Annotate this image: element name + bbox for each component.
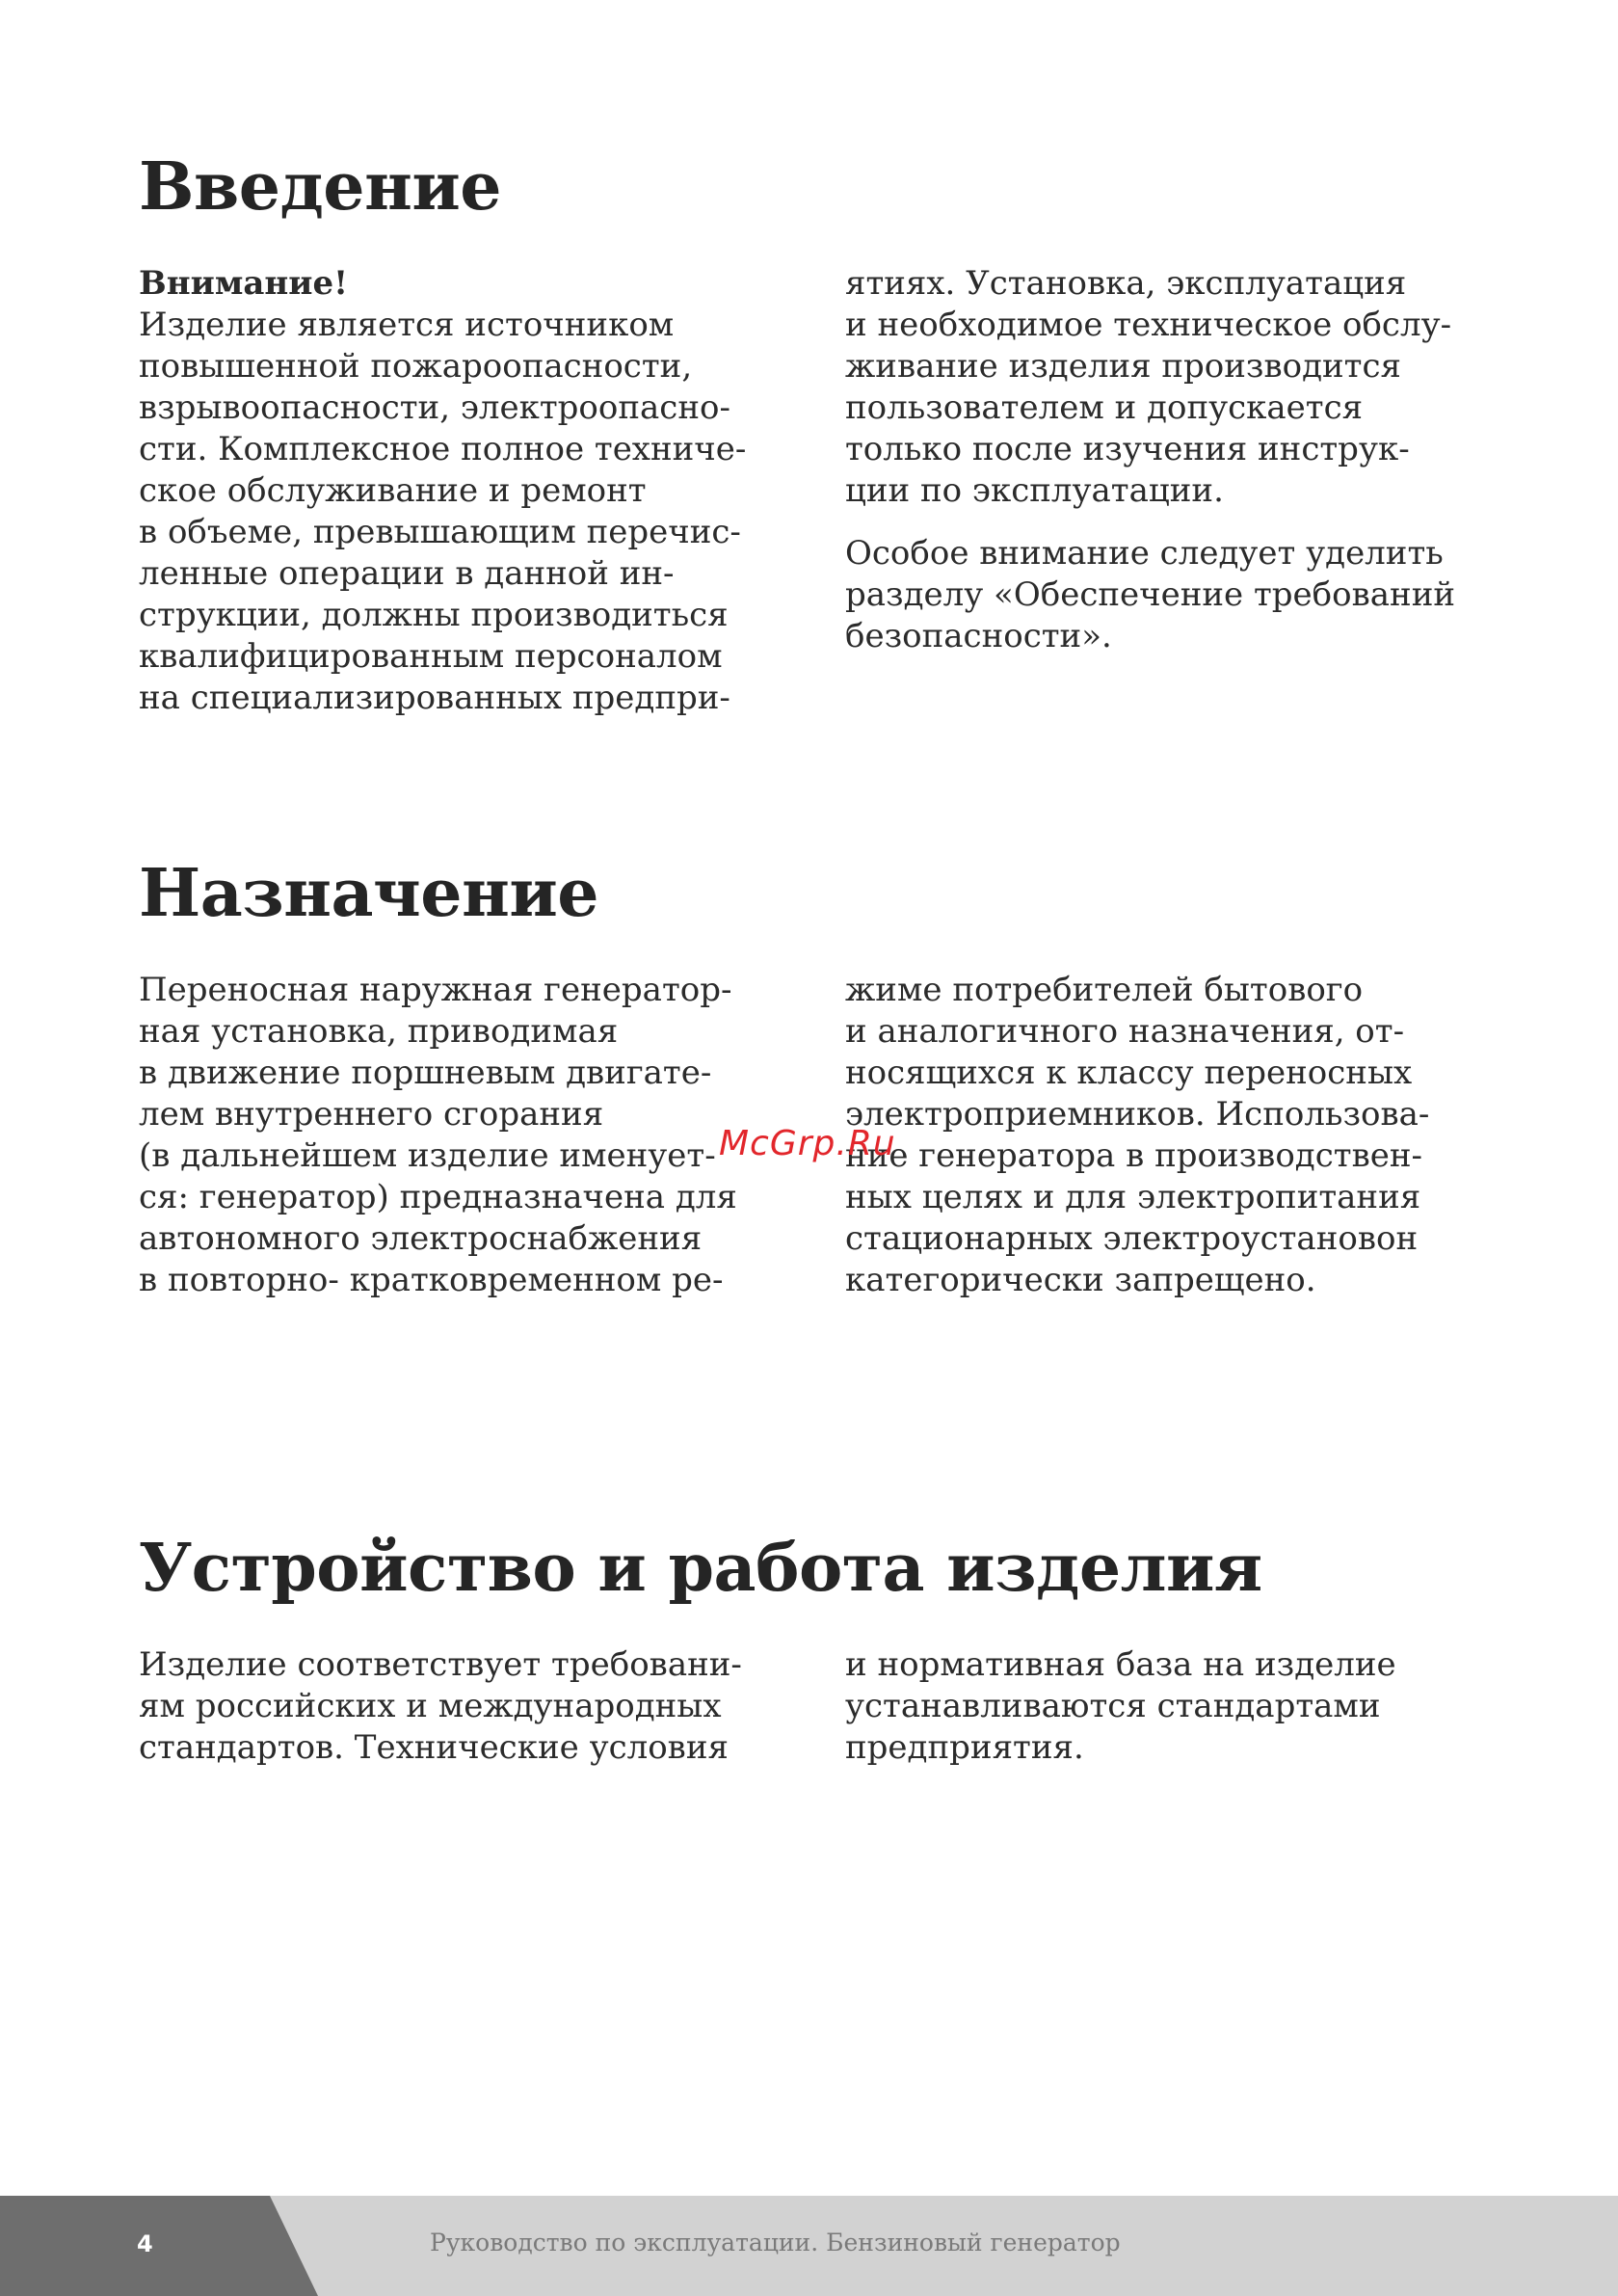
- purpose-left-column: [139, 970, 794, 1301]
- purpose-right-line: категорически запрещено.: [845, 1261, 1316, 1299]
- purpose-right-line: и аналогичного назначения, от-: [845, 1012, 1405, 1051]
- watermark: McGrp.Ru: [719, 1124, 896, 1163]
- intro-right-line: разделу «Обеспечение требований: [845, 575, 1456, 614]
- purpose-right-column: [845, 970, 1500, 1301]
- intro-left-line: в объеме, превышающим перечис-: [139, 513, 741, 551]
- purpose-left-line: лем внутреннего сгорания: [139, 1095, 604, 1134]
- intro-left-column: [139, 263, 794, 719]
- intro-right-line: и необходимое техническое обслу-: [845, 306, 1452, 344]
- paragraph-spacer: [845, 512, 1500, 533]
- intro-right-line: пользователем и допускается: [845, 388, 1364, 427]
- design-section: [139, 1530, 1488, 1767]
- intro-right-column: [845, 263, 1500, 657]
- design-right-column: [845, 1644, 1500, 1769]
- design-right-line: устанавливаются стандартами: [845, 1687, 1381, 1725]
- attention-label: Внимание!: [139, 264, 349, 303]
- intro-left-line: Изделие является источником: [139, 306, 675, 344]
- purpose-heading: Назначение: [139, 855, 599, 932]
- intro-paragraph-2: [845, 533, 1500, 657]
- footer-document-title: Руководство по эксплуатации. Бензиновый генератор: [430, 2229, 1121, 2256]
- intro-left-line: ское обслуживание и ремонт: [139, 471, 647, 510]
- intro-left-line: повышенной пожароопасности,: [139, 347, 693, 386]
- intro-left-line: сти. Комплексное полное техниче-: [139, 430, 747, 468]
- purpose-right-line: электроприемников. Использова-: [845, 1095, 1430, 1134]
- purpose-left-line: автономного электроснабжения: [139, 1219, 703, 1258]
- intro-right-line: безопасности».: [845, 617, 1112, 655]
- design-right-line: предприятия.: [845, 1728, 1084, 1767]
- purpose-right-line: жиме потребителей бытового: [845, 971, 1364, 1009]
- purpose-left-line: (в дальнейшем изделие именует-: [139, 1136, 716, 1175]
- design-left-line: Изделие соответствует требовани-: [139, 1645, 742, 1684]
- footer-page-tab: [0, 2196, 318, 2296]
- purpose-left-line: Переносная наружная генератор-: [139, 971, 732, 1009]
- intro-left-line: струкции, должны производиться: [139, 596, 729, 634]
- intro-right-line: только после изучения инструк-: [845, 430, 1410, 468]
- intro-right-line: Особое внимание следует уделить: [845, 534, 1444, 573]
- intro-section: [139, 148, 1488, 717]
- design-left-line: ям российских и международных: [139, 1687, 722, 1725]
- intro-left-line: квалифицированным персоналом: [139, 637, 723, 676]
- design-right-line: и нормативная база на изделие: [845, 1645, 1396, 1684]
- intro-paragraph-1: [845, 263, 1500, 512]
- page-footer: [0, 2196, 1618, 2296]
- purpose-left-line: в повторно- кратковременном ре-: [139, 1261, 724, 1299]
- purpose-right-line: ных целях и для электропитания: [845, 1178, 1421, 1216]
- purpose-left-line: в движение поршневым двигате-: [139, 1054, 712, 1092]
- design-left-column: [139, 1644, 794, 1769]
- page-number: 4: [137, 2230, 153, 2257]
- purpose-right-line: ние генератора в производствен-: [845, 1136, 1422, 1175]
- intro-left-line: на специализированных предпри-: [139, 679, 730, 717]
- purpose-right-line: носящихся к классу переносных: [845, 1054, 1413, 1092]
- design-heading: Устройство и работа изделия: [139, 1530, 1262, 1607]
- design-left-line: стандартов. Технические условия: [139, 1728, 729, 1767]
- purpose-right-line: стационарных электроустановон: [845, 1219, 1419, 1258]
- purpose-left-line: ная установка, приводимая: [139, 1012, 619, 1051]
- intro-right-line: ции по эксплуатации.: [845, 471, 1224, 510]
- intro-left-line: взрывоопасности, электроопасно-: [139, 388, 730, 427]
- intro-left-line: ленные операции в данной ин-: [139, 554, 675, 593]
- purpose-left-line: ся: генератор) предназначена для: [139, 1178, 737, 1216]
- intro-right-line: ятиях. Установка, эксплуатация: [845, 264, 1407, 303]
- intro-heading: Введение: [139, 148, 502, 226]
- intro-right-line: живание изделия производится: [845, 347, 1401, 386]
